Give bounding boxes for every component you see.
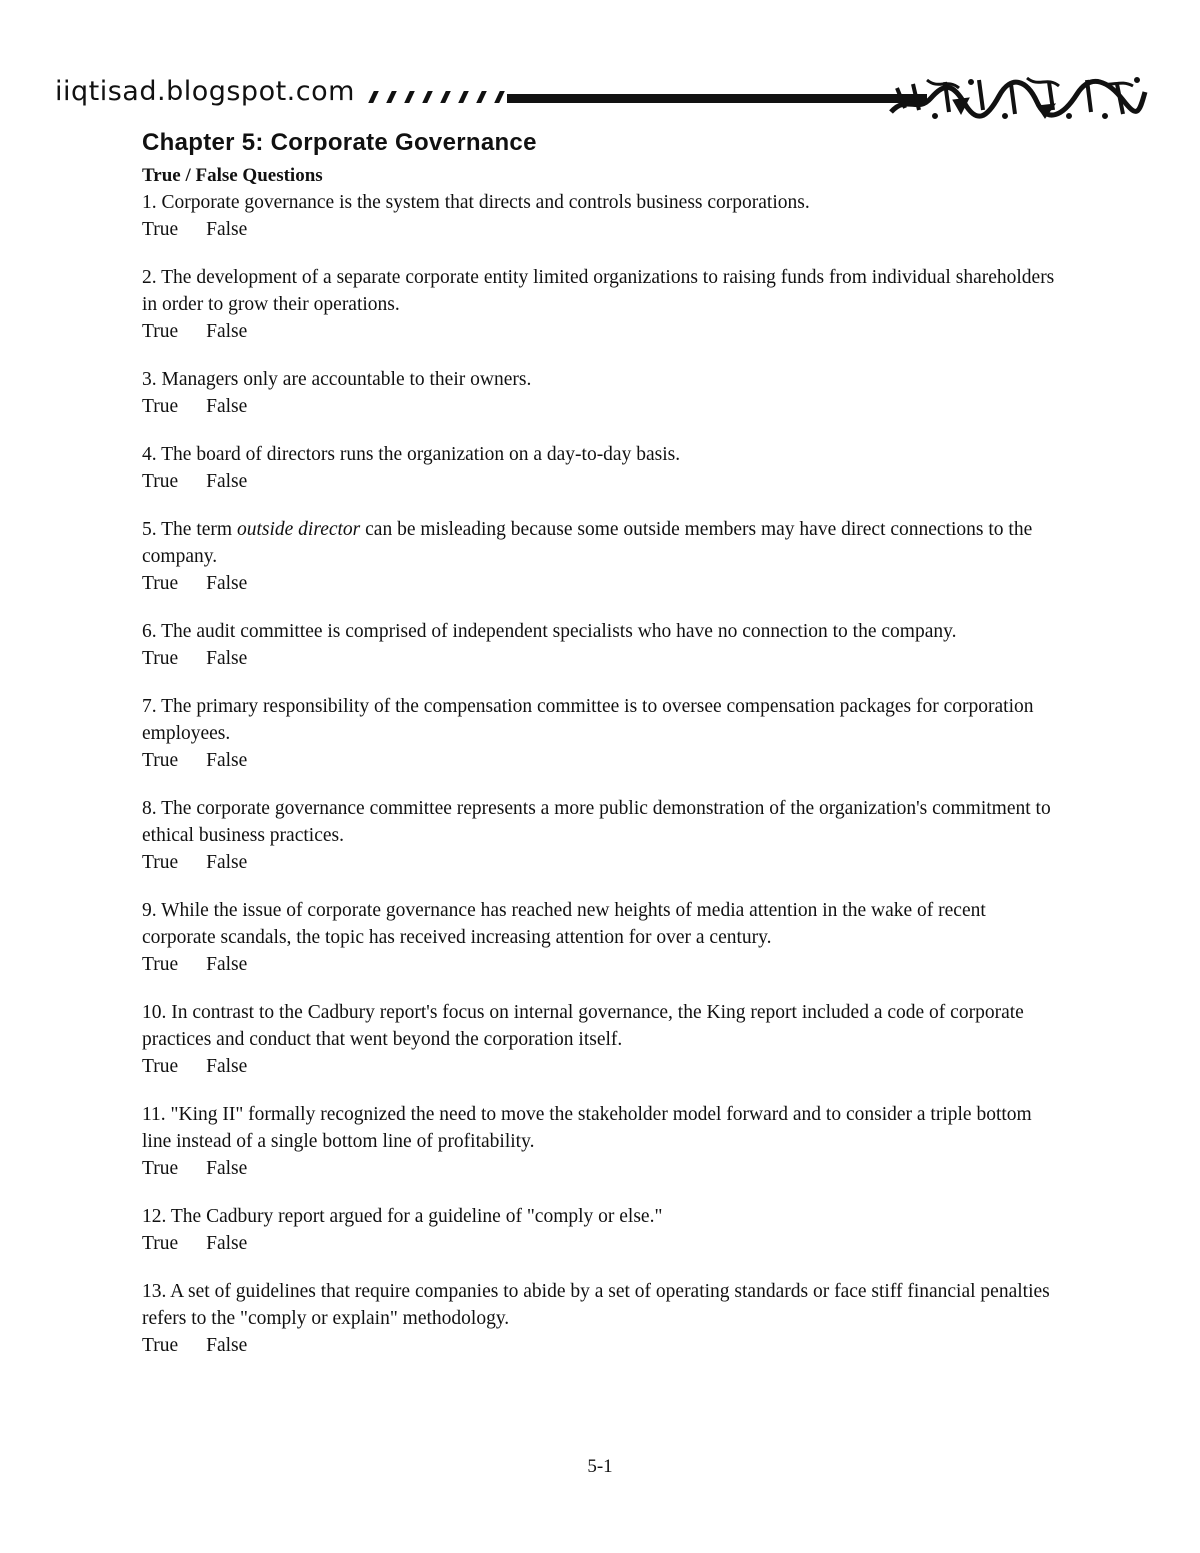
question-12 <box>142 1203 1062 1257</box>
option-false: False <box>206 396 248 417</box>
option-false: False <box>206 219 248 240</box>
option-true: True <box>142 1056 179 1077</box>
option-false: False <box>206 1335 248 1356</box>
answer-options <box>142 468 1062 495</box>
option-true: True <box>142 219 179 240</box>
page-header <box>55 76 1155 120</box>
option-true: True <box>142 321 179 342</box>
question-3 <box>142 366 1062 420</box>
answer-options <box>142 570 1062 597</box>
answer-options <box>142 216 1062 243</box>
question-text: 1. Corporate governance is the system that directs and controls business corporations. <box>142 192 810 213</box>
option-true: True <box>142 750 179 771</box>
answer-options <box>142 849 1062 876</box>
option-true: True <box>142 954 179 975</box>
question-1 <box>142 189 1062 243</box>
question-text-end: can be misleading because some outside members may have direct connections to the company. <box>142 519 1033 567</box>
answer-options <box>142 1230 1062 1257</box>
question-text: 10. In contrast to the Cadbury report's focus on internal governance, the King report included a code of corporate practices and conduct that went beyond the corporation itself. <box>142 1002 1024 1050</box>
option-false: False <box>206 954 248 975</box>
question-text: 8. The corporate governance committee represents a more public demonstration of the organization's commitment to ethical business practices. <box>142 798 1051 846</box>
answer-options <box>142 1053 1062 1080</box>
option-true: True <box>142 1233 179 1254</box>
question-6 <box>142 618 1062 672</box>
option-false: False <box>206 648 248 669</box>
option-false: False <box>206 852 248 873</box>
question-text: 13. A set of guidelines that require companies to abide by a set of operating standards or face stiff financial penalties refers to the "comply or explain" methodology. <box>142 1281 1050 1329</box>
question-13 <box>142 1278 1062 1359</box>
option-true: True <box>142 852 179 873</box>
question-italic-term: outside director <box>236 519 361 540</box>
option-false: False <box>206 750 248 771</box>
option-false: False <box>206 573 248 594</box>
section-title: True / False Questions <box>142 165 323 186</box>
question-text: 6. The audit committee is comprised of independent specialists who have no connection to the company. <box>142 621 957 642</box>
chapter-title: Chapter 5: Corporate Governance <box>142 129 537 156</box>
option-true: True <box>142 471 179 492</box>
question-text: 4. The board of directors runs the organization on a day-to-day basis. <box>142 444 681 465</box>
option-true: True <box>142 1158 179 1179</box>
question-text: 9. While the issue of corporate governance has reached new heights of media attention in the wake of recent corporate scandals, the topic has received increasing attention for over a century. <box>142 900 986 948</box>
document-body <box>142 126 1062 1359</box>
option-false: False <box>206 471 248 492</box>
question-text: 2. The development of a separate corporate entity limited organizations to raising funds from individual shareholders in order to grow their operations. <box>142 267 1055 315</box>
question-text: 7. The primary responsibility of the compensation committee is to oversee compensation packages for corporation employees. <box>142 696 1034 744</box>
question-5 <box>142 516 1062 597</box>
question-text-start: 5. The term <box>142 519 237 540</box>
question-7 <box>142 693 1062 774</box>
option-false: False <box>206 1056 248 1077</box>
option-false: False <box>206 1158 248 1179</box>
question-9 <box>142 897 1062 978</box>
question-text: 12. The Cadbury report argued for a guideline of "comply or else." <box>142 1206 663 1227</box>
option-true: True <box>142 1335 179 1356</box>
option-false: False <box>206 1233 248 1254</box>
question-text: 3. Managers only are accountable to their owners. <box>142 369 532 390</box>
answer-options <box>142 318 1062 345</box>
page-number: 5-1 <box>587 1456 613 1477</box>
arabic-calligraphy-logo-icon <box>887 74 1149 120</box>
question-2 <box>142 264 1062 345</box>
answer-options <box>142 1332 1062 1359</box>
option-true: True <box>142 648 179 669</box>
header-rule <box>507 94 927 103</box>
question-11 <box>142 1101 1062 1182</box>
answer-options <box>142 393 1062 420</box>
question-10 <box>142 999 1062 1080</box>
option-true: True <box>142 573 179 594</box>
answer-options <box>142 951 1062 978</box>
question-text <box>142 516 1062 570</box>
option-false: False <box>206 321 248 342</box>
answer-options <box>142 1155 1062 1182</box>
answer-options <box>142 645 1062 672</box>
option-true: True <box>142 396 179 417</box>
answer-options <box>142 747 1062 774</box>
question-text: 11. "King II" formally recognized the need to move the stakeholder model forward and to consider a triple bottom line instead of a single bottom line of profitability. <box>142 1104 1032 1152</box>
question-4 <box>142 441 1062 495</box>
site-url: iiqtisad.blogspot.com <box>55 76 355 107</box>
question-8 <box>142 795 1062 876</box>
